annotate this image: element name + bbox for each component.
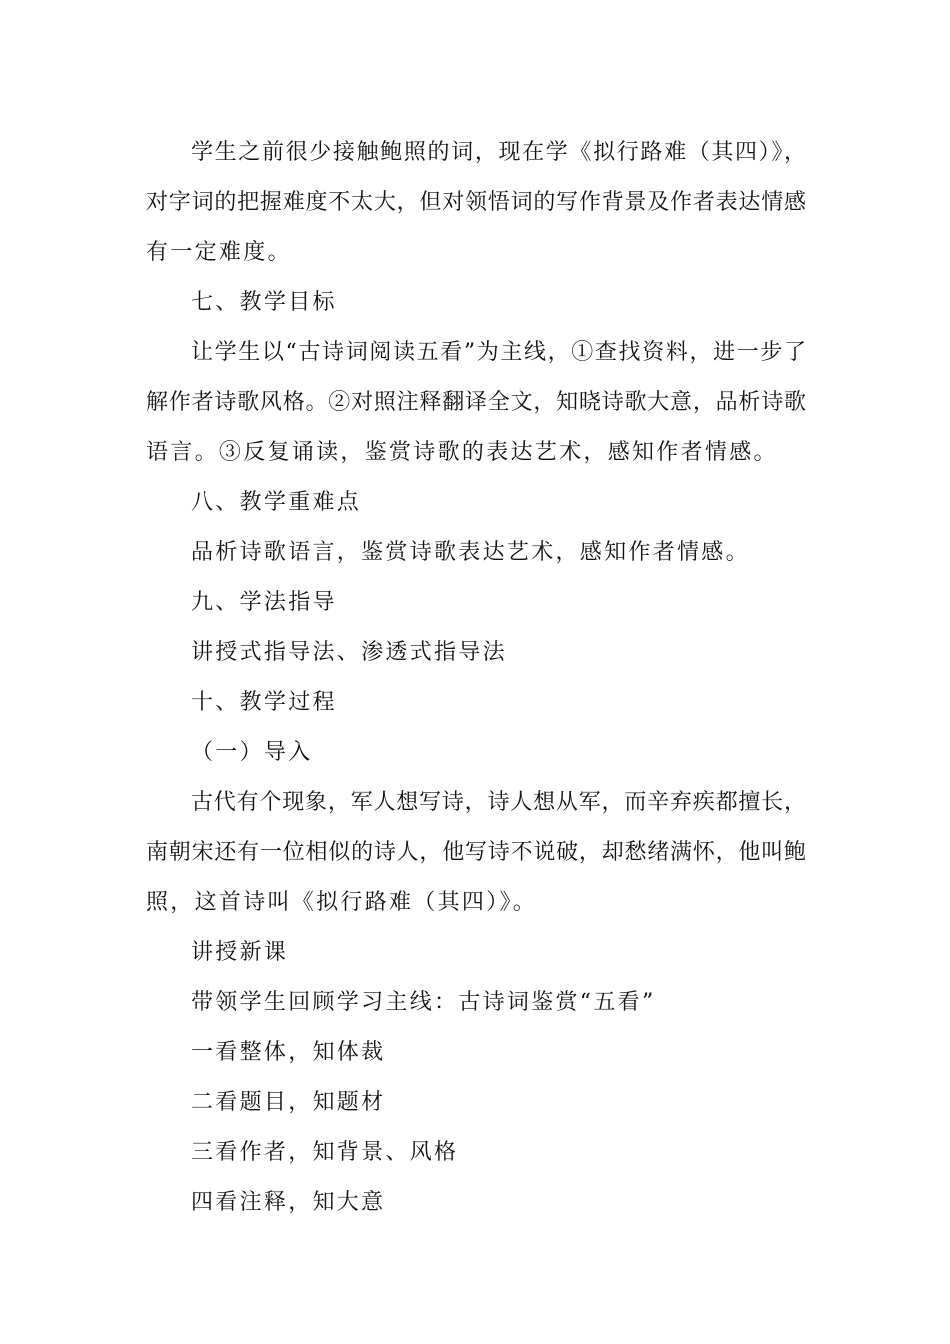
paragraph-line: 讲授式指导法、渗透式指导法	[191, 640, 507, 665]
document-body	[146, 128, 806, 1228]
paragraph-line: 对字词的把握难度不太大，但对领悟词的写作背景及作者表达情感	[146, 190, 806, 215]
section-heading-study-method: 九、学法指导	[191, 590, 337, 615]
list-item: 四看注释，知大意	[191, 1190, 386, 1215]
paragraph-line: 南朝宋还有一位相似的诗人，他写诗不说破，却愁绪满怀，他叫鲍	[146, 840, 806, 865]
paragraph-line: 古代有个现象，军人想写诗，诗人想从军，而辛弃疾都擅长，	[191, 790, 806, 815]
list-item: 三看作者，知背景、风格	[191, 1140, 459, 1165]
list-item: 一看整体，知体裁	[191, 1040, 386, 1065]
section-heading-teaching-process: 十、教学过程	[191, 690, 337, 715]
subsection-heading-new-lesson: 讲授新课	[191, 940, 289, 965]
paragraph-line: 带领学生回顾学习主线：古诗词鉴赏“五看”	[191, 990, 656, 1015]
subsection-heading-introduction: （一）导入	[191, 740, 313, 765]
paragraph-line: 让学生以“古诗词阅读五看”为主线，①查找资料，进一步了	[191, 340, 806, 365]
section-heading-teaching-goals: 七、教学目标	[191, 290, 337, 315]
paragraph-line: 有一定难度。	[146, 240, 292, 265]
paragraph-line: 语言。③反复诵读，鉴赏诗歌的表达艺术，感知作者情感。	[146, 440, 778, 465]
section-heading-key-points: 八、教学重难点	[191, 490, 362, 515]
paragraph-line: 照，这首诗叫《拟行路难（其四）》。	[146, 890, 538, 915]
paragraph-line: 解作者诗歌风格。②对照注释翻译全文，知晓诗歌大意，品析诗歌	[146, 390, 806, 415]
list-item: 二看题目，知题材	[191, 1090, 386, 1115]
paragraph-line: 学生之前很少接触鲍照的词，现在学《拟行路难（其四）》，	[191, 140, 806, 165]
paragraph-line: 品析诗歌语言，鉴赏诗歌表达艺术，感知作者情感。	[191, 540, 750, 565]
